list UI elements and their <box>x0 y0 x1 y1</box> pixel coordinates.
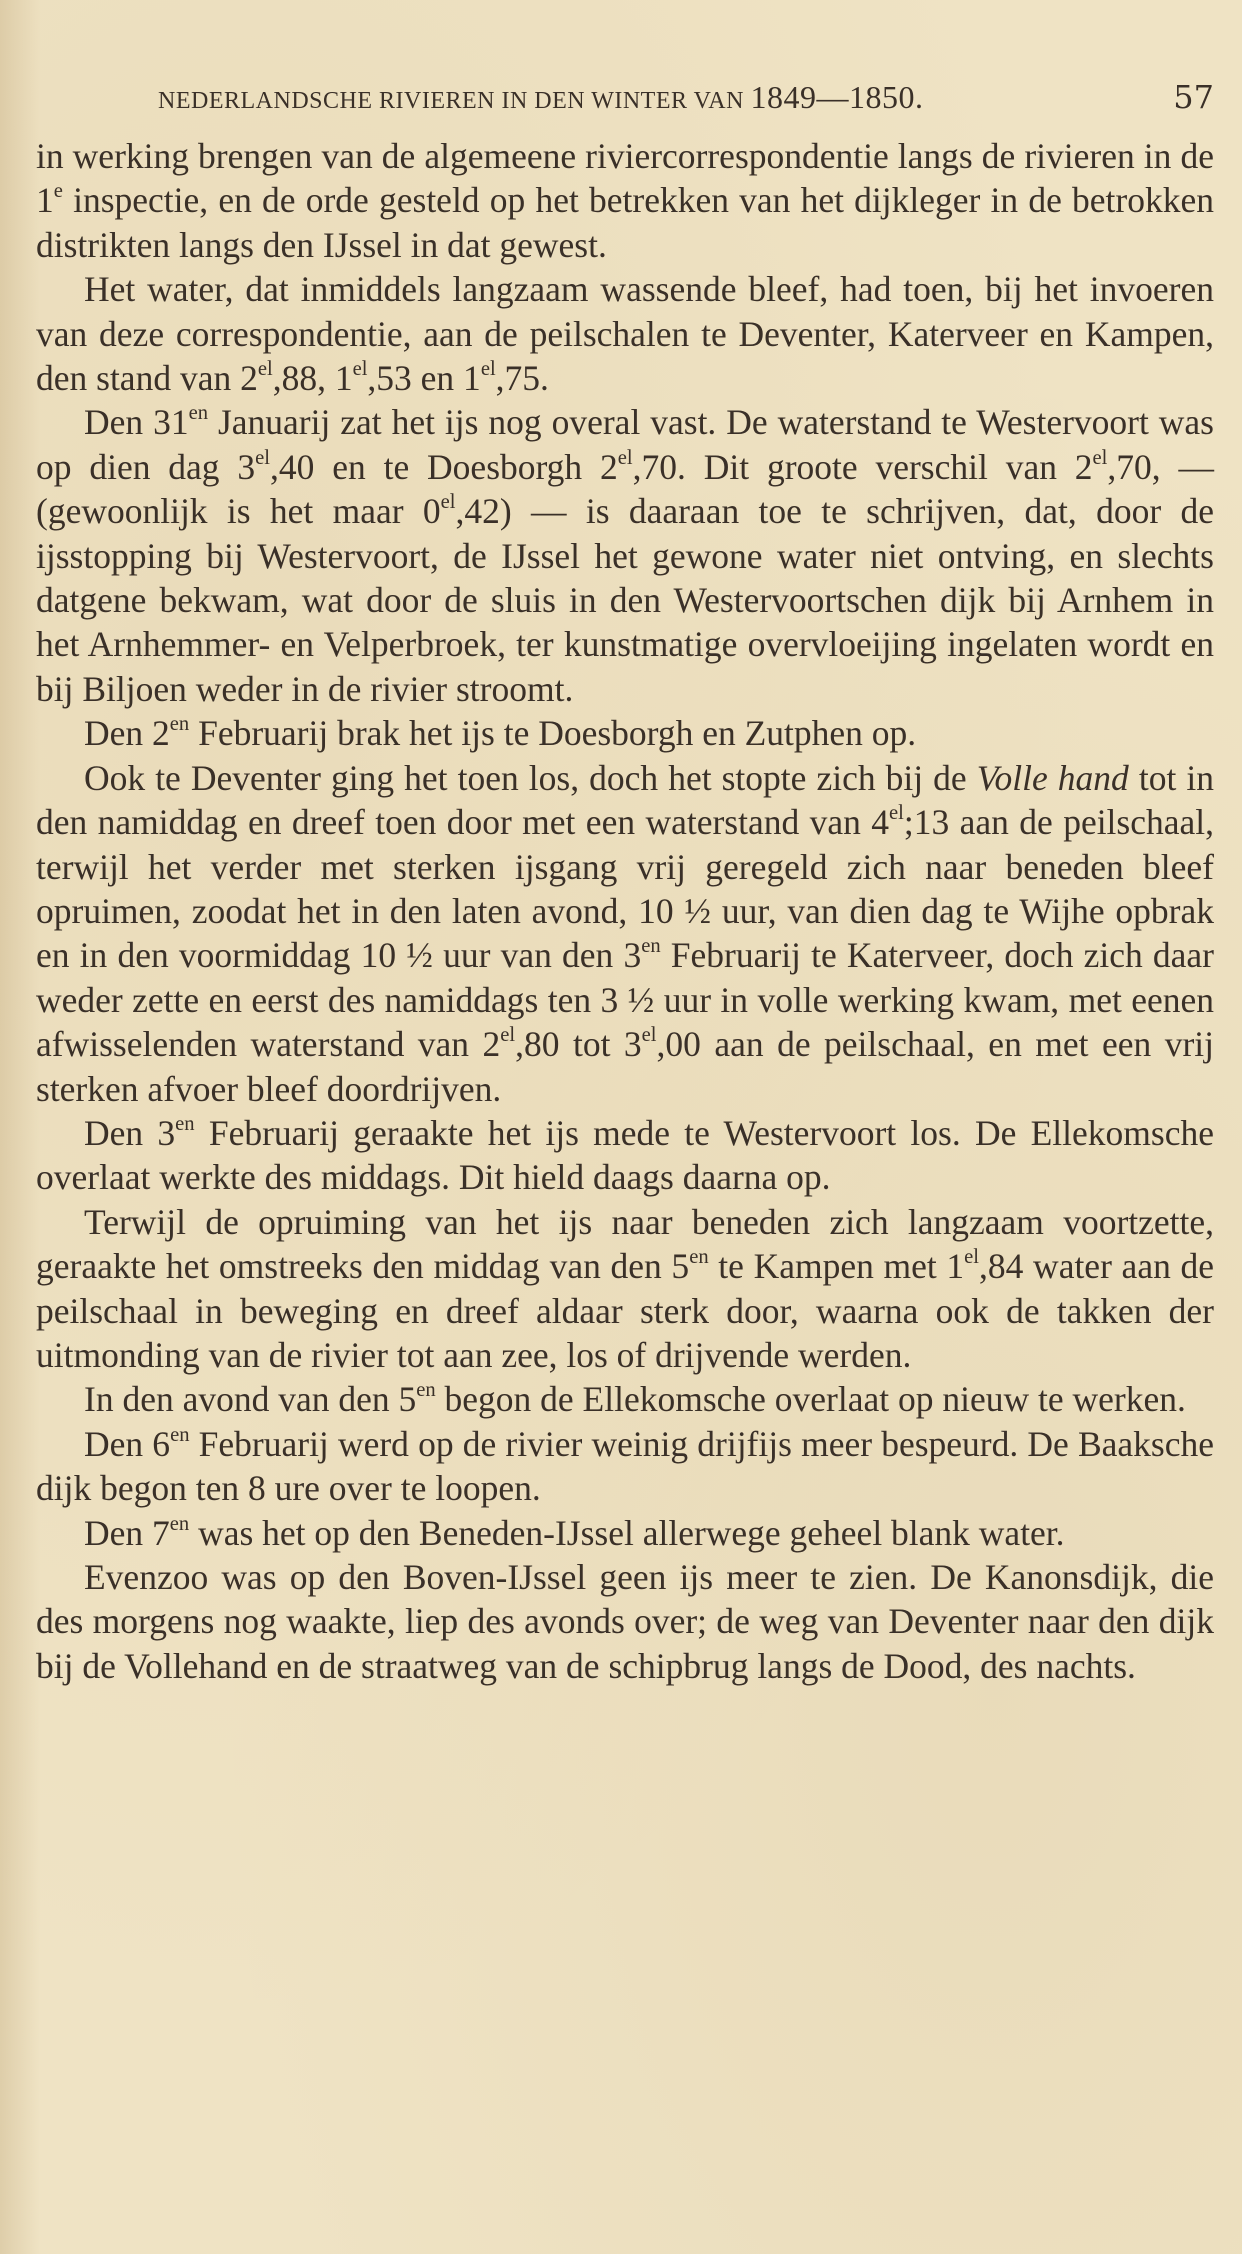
text-run: Februarij geraakte het ijs mede te Westervoort los. De Ellekomsche overlaat werkte des middags. Dit hield daags daarna op. <box>36 1112 1214 1198</box>
text-run: Terwijl de opruiming van het ijs naar beneden zich langzaam voortzette, geraakte het omstreeks den middag van den 5 <box>36 1201 1214 1287</box>
text-run: begon de Ellekomsche overlaat op nieuw te werken. <box>435 1379 1186 1420</box>
superscript: en <box>416 1379 436 1402</box>
page-number: 57 <box>1173 78 1214 116</box>
text-run: ,88, 1 <box>272 358 353 399</box>
text-run: In den avond van den 5 <box>84 1379 417 1420</box>
paragraph-p3 <box>36 400 1214 711</box>
superscript: en <box>689 1246 709 1269</box>
text-run: Februarij te Katerveer, doch zich daar weder zette en eerst des namiddags ten 3 ½ uur in volle werking kwam, met eenen afwisselenden waterstand van 2 <box>36 935 1214 1065</box>
paragraph-p7 <box>36 1200 1214 1378</box>
body-text <box>36 134 1214 1688</box>
superscript: el <box>480 358 496 381</box>
running-title <box>158 79 923 116</box>
paragraph-p10 <box>36 1511 1214 1555</box>
text-run: ,42) — is daaraan toe te schrijven, dat, door de ijsstopping bij Westervoort, de IJssel het gewone water niet ontving, en slechts datgene bekwam, wat door de sluis in den Westervoortschen dijk bij Arnhem in het Arnhemmer- en Velperbroek, ter kunstmatige overvloeijing ingelaten wordt en bij Biljoen weder in de rivier stroomt. <box>36 491 1214 709</box>
superscript: el <box>257 358 273 381</box>
superscript: en <box>169 713 190 736</box>
text-run: Den 7 <box>84 1512 170 1553</box>
superscript: en <box>641 935 661 958</box>
text-run: ;13 aan de peilschaal, terwijl het verder met sterken ijsgang vrij geregeld zich naar beneden bleef opruimen, zoodat het in den laten avond, 10 ½ uur, van dien dag te Wijhe opbrak en in den voormiddag 10 ½ uur van den 3 <box>36 802 1214 976</box>
text-run: Den 2 <box>84 713 170 754</box>
text-run: Den 6 <box>84 1423 171 1464</box>
superscript: e <box>53 180 63 203</box>
text-run: in werking brengen van de algemeene riviercorrespondentie langs de rivieren in de 1 <box>36 136 1214 221</box>
text-run: Februarij brak het ijs te Doesborgh en Zutphen op. <box>189 713 917 754</box>
paragraph-p11 <box>36 1555 1214 1688</box>
text-run: ,70. Dit groote verschil van 2 <box>632 446 1093 487</box>
text-run: Den 31 <box>84 402 189 443</box>
text-run: Het water, dat inmiddels langzaam wassende bleef, had toen, bij het invoeren van deze correspondentie, aan de peilschalen te Deventer, Katerveer en Kampen, den stand van 2 <box>36 269 1214 399</box>
superscript: el <box>1092 447 1108 470</box>
text-run: Februarij werd op de rivier weinig drijfijs meer bespeurd. De Baaksche dijk begon ten 8 ure over te loopen. <box>36 1423 1214 1509</box>
superscript: en <box>170 1423 190 1446</box>
italic-text: Volle hand <box>976 757 1129 798</box>
superscript: el <box>440 491 456 514</box>
running-title-years: 1849—1850. <box>750 79 924 115</box>
text-run: was het op den Beneden-IJssel allerwege geheel blank water. <box>189 1512 1065 1553</box>
paragraph-p4 <box>36 711 1214 755</box>
text-run: te Kampen met 1 <box>708 1246 965 1287</box>
text-run: ,80 tot 3 <box>515 1024 642 1065</box>
text-run: ,84 water aan de peilschaal in beweging en dreef aldaar sterk door, waarna ook de takken der uitmonding van de rivier tot aan zee, los of drijvende werden. <box>36 1246 1214 1375</box>
text-run: inspectie, en de orde gesteld op het betrekken van het dijkleger in de betrokken distrikten langs den IJssel in dat gewest. <box>36 180 1214 265</box>
paragraph-p2 <box>36 267 1214 400</box>
paragraph-p6 <box>36 1111 1214 1200</box>
text-run: ,40 en te Doesborgh 2 <box>270 446 618 487</box>
running-title-text: NEDERLANDSCHE RIVIEREN IN DEN WINTER VAN <box>158 88 744 114</box>
text-run: ,00 aan de peilschaal, en met een vrij sterken afvoer bleef doordrijven. <box>36 1024 1214 1109</box>
text-run: tot in den namiddag en dreef toen door met een waterstand van 4 <box>36 757 1214 843</box>
text-run: Januarij zat het ijs nog overal vast. De waterstand te Westervoort was op dien dag 3 <box>36 402 1214 487</box>
paragraph-p5 <box>36 756 1214 1111</box>
text-run: Ook te Deventer ging het toen los, doch het stopte zich bij de <box>84 757 977 798</box>
superscript: en <box>188 402 209 425</box>
running-head <box>36 78 1214 134</box>
paragraph-p9 <box>36 1422 1214 1511</box>
paragraph-p8 <box>36 1377 1214 1421</box>
text-run: Evenzoo was op den Boven-IJssel geen ijs meer te zien. De Kanonsdijk, die des morgens nog waakte, liep des avonds over; de weg van Deventer naar den dijk bij de Vollehand en de straatweg van de schipbrug langs de Dood, des nachts. <box>36 1557 1214 1686</box>
book-page <box>36 78 1214 1688</box>
text-run: Den 3 <box>84 1112 176 1153</box>
superscript: el <box>964 1246 980 1269</box>
text-run: ,53 en 1 <box>367 358 481 399</box>
superscript: el <box>255 447 271 470</box>
superscript: en <box>169 1512 190 1535</box>
superscript: el <box>617 447 633 470</box>
superscript: el <box>500 1024 516 1047</box>
superscript: el <box>352 358 368 381</box>
superscript: el <box>889 802 904 825</box>
text-run: ,70, — (gewoonlijk is het maar 0 <box>36 446 1214 532</box>
text-run: ,75. <box>495 358 549 399</box>
superscript: el <box>641 1024 657 1047</box>
paragraph-p1 <box>36 134 1214 267</box>
superscript: en <box>175 1113 195 1136</box>
